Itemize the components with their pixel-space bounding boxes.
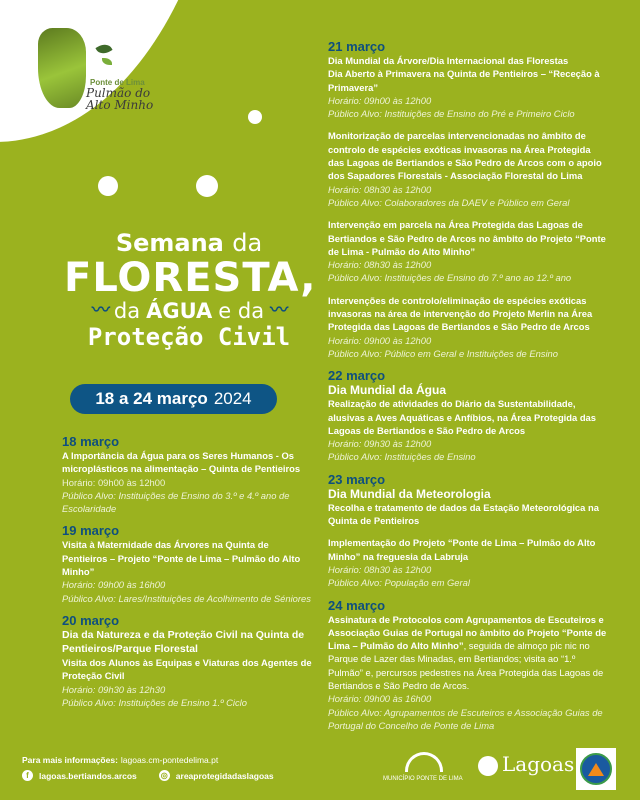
event-audience: Público Alvo: Público em Geral e Instituições de Ensino [328,347,558,359]
event-title-text: Visita à Maternidade das Árvores na Quinta de Pentieiros – Projeto “Ponte de Lima – Pulmão do Alto Minho” [62,539,301,578]
instagram-icon: ◎ [159,770,170,781]
event-item [328,501,608,528]
lagoas-logo [478,752,575,788]
event-audience: Público Alvo: Agrupamentos de Escuteiros e Associação Guias de Portugal do Concelho de Ponte de Lima [328,706,603,731]
civil-protection-emblem-icon [580,753,612,785]
event-time: Horário: 08h30 às 12h00 [328,563,432,575]
day-heading: 18 março [62,434,120,449]
logo-line1: Ponte de Lima [90,78,145,87]
title-protecao-civil: Proteção Civil [87,323,291,351]
municipio-ponte-de-lima-logo [383,752,468,792]
day-heading: 19 março [62,523,120,539]
date-range-year: 2024 [213,389,252,408]
event-time: Horário: 09h30 às 12h30 [62,683,166,695]
event-description [328,613,608,693]
lagoas-label: Lagoas [502,752,575,776]
day-heading: 23 março [328,471,386,487]
leaf-icon [102,58,112,65]
event-time: Horário: 09h30 às 12h00 [328,438,432,450]
triangle-icon [588,763,604,776]
event-title-text: Dia da Natureza e da Proteção Civil na Quinta de Pentieiros/Parque Florestal [62,628,305,655]
event-audience: Público Alvo: Colaboradores da DAEV e Público em Geral [328,196,570,208]
event-item [328,536,608,589]
more-info-label: Para mais informações: [22,755,118,765]
event-item [328,294,608,360]
event-time: Horário: 09h00 às 12h00 [62,476,166,488]
wave-icon: 〰 [91,300,108,321]
day-block-23 [328,473,608,590]
facebook-link[interactable]: lagoas.bertiandos.arcos [39,770,137,781]
day-theme: Dia Mundial da Meteorologia [328,486,491,501]
day-heading: 20 março [62,612,120,628]
event-audience: Público Alvo: População em Geral [328,577,470,589]
event-time: Horário: 09h00 às 12h00 [328,94,432,106]
wave-icon: 〰 [270,300,287,321]
event-title-text: Monitorização de parcelas intervencionadas no âmbito de controlo de espécies exóticas invasoras na Área Protegida das Lagoas de Bertiandos e São Pedro de Arcos com o apoio dos Sapadores Florestais - Associação Florestal do Lima [328,130,602,182]
protecao-civil-logo [576,748,616,790]
logo-line2-text: Pulmão do [86,86,151,100]
event-time: Horário: 08h30 às 12h00 [328,183,432,195]
date-range-badge [70,384,277,414]
logo-line2 [86,87,153,111]
title-floresta: FLORESTA, [64,255,317,301]
day-heading: 22 março [328,368,386,384]
bridge-icon [405,752,443,772]
event-time: Horário: 08h30 às 12h00 [328,259,432,271]
event-audience: Público Alvo: Instituições de Ensino do Pré e Primeiro Ciclo [328,108,575,120]
day-block-22 [328,369,608,463]
leaf-icon [95,41,112,57]
title-line3 [64,298,314,324]
title-agua: ÁGUA [146,299,213,323]
map-icon [38,28,86,108]
event-title-text: Intervenção em parcela na Área Protegida das Lagoas de Bertiandos e São Pedro de Arcos no âmbito do Projeto “Ponte de Lima - Pulmão do Alto Minho” [328,219,606,257]
event-title-text: Realização de atividades do Diário da Sustentabilidade, alusivas a Aves Aquáticas e Anfíbios, na Área Protegida das Lagoas de Bertiandos e São Pedro de Arcos [328,398,596,436]
frog-icon [478,756,498,776]
logo-line3-text: Alto Minho [86,98,154,112]
schedule-left-column [62,435,312,718]
event-audience: Público Alvo: Instituições de Ensino do 7.º ano ao 12.º ano [328,272,572,284]
decorative-dot [248,110,262,124]
more-info-line [22,755,290,765]
day-block-21 [328,40,608,360]
day-block-24 [328,599,608,733]
schedule-right-column [328,40,608,741]
event-subtitle: Visita dos Alunos às Equipas e Viaturas dos Agentes de Proteção Civil [62,656,312,682]
title-line1 [64,228,314,258]
event-subtitle: Dia Aberto à Primavera na Quinta de Pentieiros – “Receção à Primavera” [328,68,600,93]
decorative-dot [98,176,118,196]
title-da: da [232,229,263,257]
day-block-18 [62,435,312,515]
event-item [328,218,608,284]
event-audience: Público Alvo: Instituições de Ensino do 3.º e 4.º ano de Escolaridade [62,489,290,515]
event-title-text: A Importância da Água para os Seres Humanos - Os microplásticos na alimentação – Quinta de Pentieiros [62,450,301,475]
event-title-text: Dia Mundial da Árvore/Dia Internacional das Florestas [328,55,569,66]
event-time: Horário: 09h00 às 12h00 [328,334,432,346]
instagram-link[interactable]: areaprotegidadaslagoas [175,770,274,781]
title-da2: da [113,299,141,323]
logo-pulmao-alto-minho [34,24,154,114]
event-audience: Público Alvo: Lares/Instituições de Acolhimento de Séniores [62,592,311,604]
event-audience: Público Alvo: Instituições de Ensino 1.º Ciclo [62,696,247,708]
social-links [22,770,290,781]
facebook-icon: f [22,770,33,781]
event-title [64,228,317,351]
title-eda: e da [218,299,265,323]
day-block-19 [62,524,312,604]
event-time: Horário: 09h00 às 16h00 [328,693,432,705]
footer-contacts [22,755,290,781]
title-semana: Semana [115,229,224,257]
website-link[interactable]: lagoas.cm-pontedelima.pt [120,755,219,765]
event-title-text: Intervenções de controlo/eliminação de espécies exóticas invasoras na área de intervenção do Projeto Merlin na Área Protegida das Lagoas de Bertiandos e São Pedro de Arcos [328,294,593,333]
day-heading: 24 março [328,597,386,613]
event-item [328,129,608,209]
event-title-text: Recolha e tratamento de dados da Estação Meteorológica na Quinta de Pentieiros [328,501,599,527]
date-range-days: 18 a 24 março [95,389,208,408]
day-block-20 [62,614,312,709]
event-time: Horário: 09h00 às 16h00 [62,579,166,591]
event-item [328,54,608,120]
event-title-text: Implementação do Projeto “Ponte de Lima – Pulmão do Alto Minho” na freguesia da Labruja [328,537,596,562]
event-title-text: Assinatura de Protocolos com Agrupamentos de Escuteiros e Associação Guias de Portugal no âmbito do Projeto “Ponte de Lima – Pulmão do Alto Minho” [328,613,607,652]
municipio-label: MUNICÍPIO PONTE DE LIMA [383,776,463,782]
decorative-dot [196,175,218,197]
day-heading: 21 março [328,39,386,54]
event-audience: Público Alvo: Instituições de Ensino [328,451,476,463]
day-theme: Dia Mundial da Água [328,383,447,398]
event-title-rest: , seguida de almoço pic nic no Parque de Lazer das Minadas, em Bertiandos; visita ao “1.º Pulmão” e, percursos pedestres na Área Protegida das Lagoas de Bertiandos e São Pedro de Arcos. [328,640,604,691]
